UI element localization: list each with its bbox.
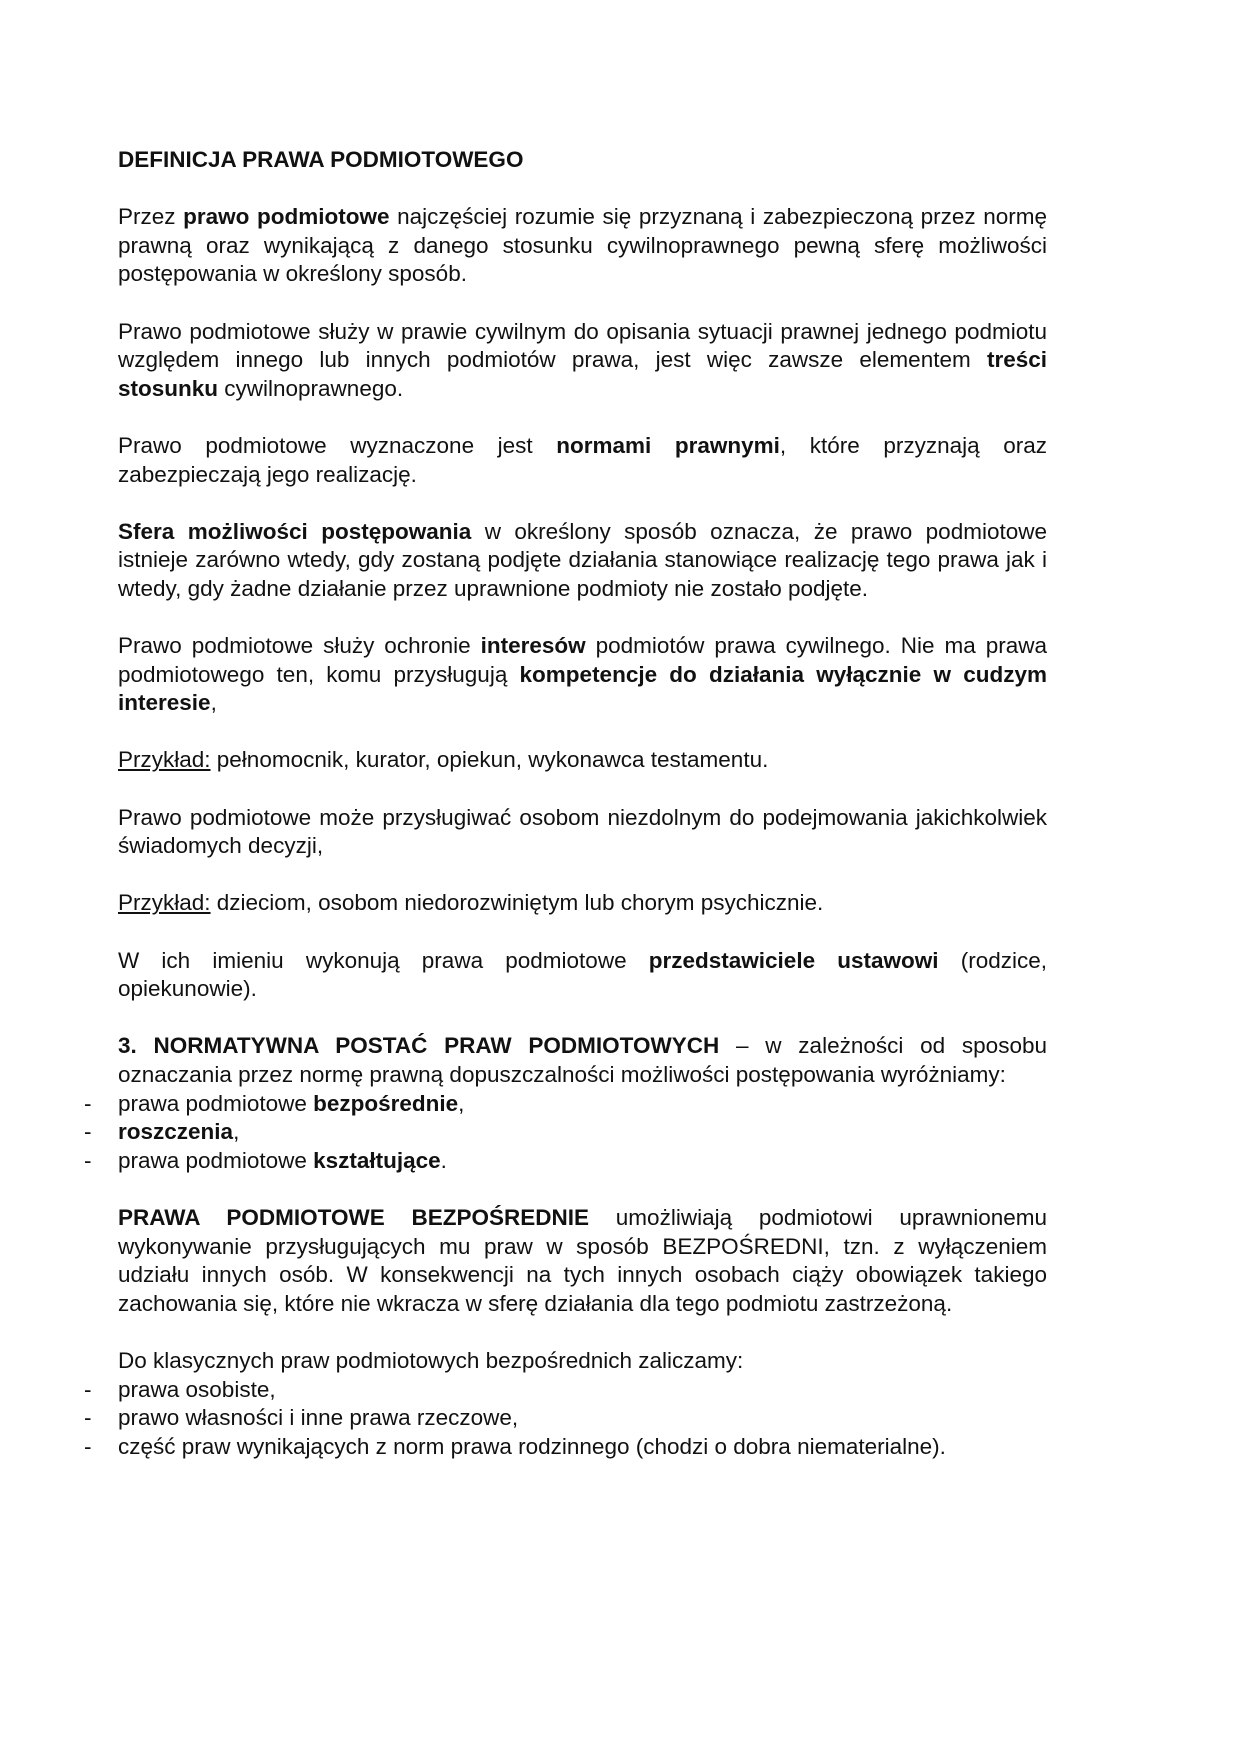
paragraph [118,1204,1047,1318]
text-run: dzieciom, osobom niedorozwiniętym lub chorym psychicznie. [210,890,824,916]
paragraph [118,632,1047,718]
text-run: Prawo podmiotowe wyznaczone jest [118,432,557,458]
bold-text: prawo podmiotowe [183,204,390,230]
text-run: prawa podmiotowe [118,1147,314,1173]
dash-bullet-icon: - [84,1090,92,1116]
underlined-label: Przykład: [118,747,211,773]
bold-text: treści stosunku [118,347,1047,401]
document-body [84,203,1048,1461]
paragraph [118,1347,1047,1376]
list-item [84,1433,1047,1462]
text-run: pełnomocnik, kurator, opiekun, wykonawca testamentu. [210,747,769,773]
paragraph [118,518,1047,604]
bold-text: kompetencje do działania wyłącznie w cudzym interesie [118,661,1047,716]
text-run: – w zależności od sposobu oznaczania przez normę prawną dopuszczalności możliwości postępowania wyróżniamy: [118,1033,1047,1087]
list-item [84,1376,1047,1405]
text-run: Prawo podmiotowe służy w prawie cywilnym do opisania sytuacji prawnej jednego podmiotu względem innego lub innych podmiotów prawa, jest więc zawsze elementem [118,318,1047,373]
text-run: podmiotów prawa cywilnego. Nie ma prawa podmiotowego ten, komu przysługują [118,633,1047,687]
paragraph [118,203,1047,289]
text-run: prawa podmiotowe [118,1090,314,1116]
bullet-list [84,1090,1047,1176]
text-run: W ich imieniu wykonują prawa podmiotowe [118,947,649,973]
text-run: część praw wynikających z norm prawa rodzinnego (chodzi o dobra niematerialne). [118,1433,946,1459]
dash-bullet-icon: - [84,1119,92,1145]
paragraph [118,746,1047,775]
text-run: umożliwiają podmiotowi uprawnionemu wykonywanie przysługujących mu praw w sposób BEZPOŚREDNI, tzn. z wyłączeniem udziału innych osób. W konsekwencji na tych innych osobach ciąży obowiązek takiego zachowania się, które nie wkracza w sferę działania dla tego podmiotu zastrzeżoną. [118,1204,1047,1316]
text-run: Prawo podmiotowe służy ochronie [118,633,481,659]
paragraph [118,947,1047,1004]
text-run: cywilnoprawnego. [218,375,404,401]
bold-text: interesów [480,633,586,659]
text-run: , [458,1090,465,1116]
text-run: Prawo podmiotowe może przysługiwać osobom niezdolnym do podejmowania jakichkolwiek świadomych decyzji, [118,804,1047,859]
dash-bullet-icon: - [84,1376,92,1402]
text-run: prawa osobiste, [118,1376,276,1402]
list-item [84,1147,1047,1176]
text-run: , [210,690,217,716]
paragraph [118,432,1047,489]
text-run: prawo własności i inne prawa rzeczowe, [118,1405,519,1431]
paragraph [118,1032,1047,1089]
text-run: (rodzice, opiekunowie). [118,947,1047,1002]
bold-text: przedstawiciele ustawowi [648,947,939,973]
bold-text: kształtujące [313,1147,441,1173]
bold-text: bezpośrednie [313,1090,459,1116]
paragraph [118,318,1047,404]
text-run: najczęściej rozumie się przyznaną i zabezpieczoną przez normę prawną oraz wynikającą z danego stosunku cywilnoprawnego pewną sferę możliwości postępowania w określony sposób. [118,204,1048,287]
text-run: Do klasycznych praw podmiotowych bezpośrednich zaliczamy: [118,1347,744,1373]
text-run: , [233,1119,240,1145]
bold-text: Sfera możliwości postępowania [118,518,472,544]
underlined-label: Przykład: [118,890,211,916]
dash-bullet-icon: - [84,1405,92,1431]
list-item [84,1090,1047,1119]
bold-text: normami prawnymi [556,432,780,458]
paragraph [118,804,1047,861]
document-page [84,146,1048,1490]
bold-text: roszczenia [118,1119,234,1145]
bullet-list [84,1376,1047,1462]
text-run: . [440,1147,447,1173]
bold-text: PRAWA PODMIOTOWE BEZPOŚREDNIE [118,1204,590,1230]
bold-text: 3. NORMATYWNA POSTAĆ PRAW PODMIOTOWYCH [118,1033,720,1059]
list-item [84,1118,1047,1147]
dash-bullet-icon: - [84,1433,92,1459]
text-run: , które przyznają oraz zabezpieczają jego realizację. [118,432,1047,487]
paragraph [118,889,1047,918]
text-run: Przez [118,204,184,230]
dash-bullet-icon: - [84,1147,92,1173]
list-item [84,1404,1047,1433]
document-title: DEFINICJA PRAWA PODMIOTOWEGO [118,147,524,172]
text-run: w określony sposób oznacza, że prawo podmiotowe istnieje zarówno wtedy, gdy zostaną podjęte działania stanowiące realizację tego prawa jak i wtedy, gdy żadne działanie przez uprawnione podmioty nie zostało podjęte. [118,518,1047,601]
